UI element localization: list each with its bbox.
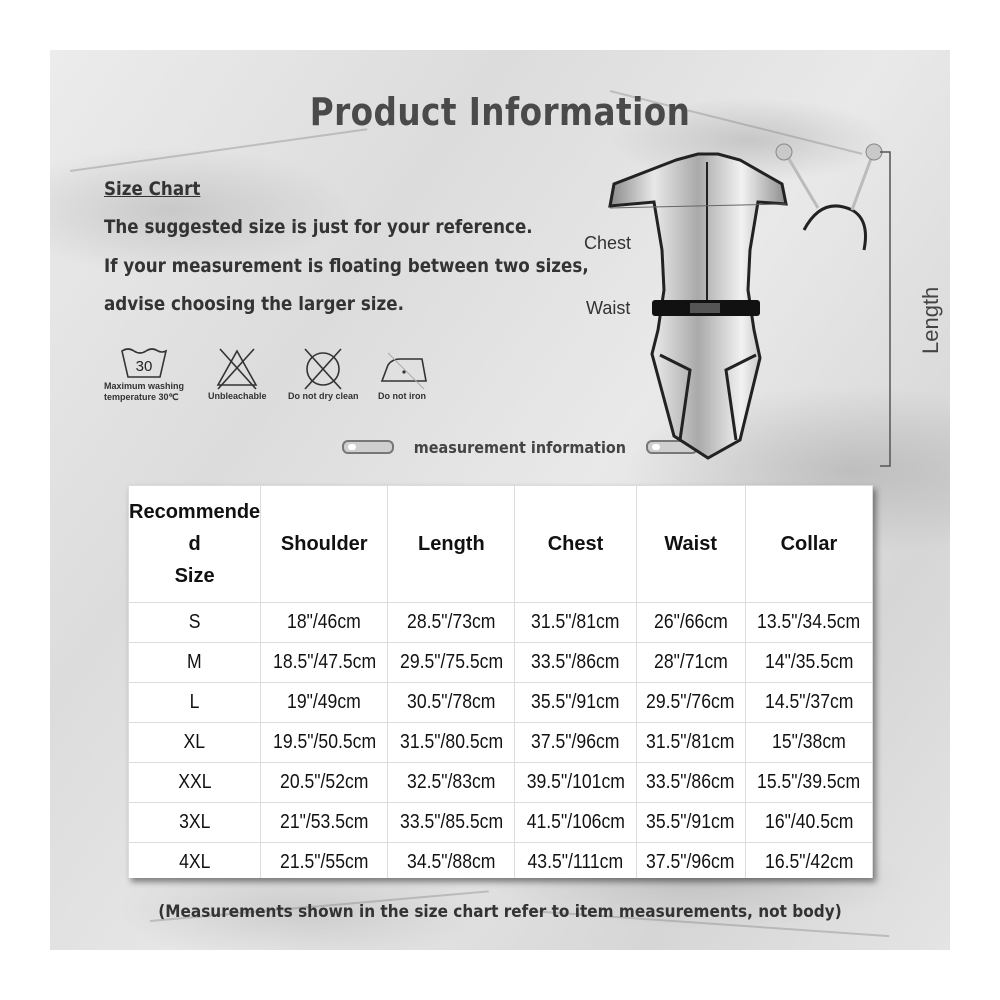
cell-size: [129, 763, 261, 803]
cell-shoulder: [261, 843, 388, 879]
cell-text: 14"/35.5cm: [764, 651, 854, 673]
no-iron-icon: [378, 345, 430, 391]
cell-collar: [745, 803, 872, 843]
cell-chest: [515, 803, 636, 843]
cell-text: 16"/40.5cm: [764, 811, 854, 833]
table-header-row: [129, 486, 873, 603]
table-row: [129, 843, 873, 879]
no-bleach-icon: [212, 345, 262, 391]
cell-text: 31.5"/81cm: [646, 731, 735, 753]
cell-text: 35.5"/91cm: [646, 811, 735, 833]
table-row: [129, 763, 873, 803]
table-row: [129, 683, 873, 723]
length-bracket: [878, 150, 894, 470]
cell-length: [388, 643, 515, 683]
cell-text: 26"/66cm: [653, 611, 728, 633]
measurement-footnote: (Measurements shown in the size chart refer to item measurements, not body): [158, 902, 842, 922]
cell-chest: [515, 603, 636, 643]
cell-waist: [636, 803, 745, 843]
cell-text: 19"/49cm: [287, 691, 362, 713]
cell-text: 37.5"/96cm: [646, 851, 735, 873]
cell-shoulder: [261, 683, 388, 723]
cell-text: 18"/46cm: [287, 611, 362, 633]
header-line: Recommende: [129, 501, 261, 523]
length-label: Length: [918, 286, 943, 354]
cell-collar: [745, 683, 872, 723]
cell-text: 21.5"/55cm: [279, 851, 369, 873]
cell-text: 43.5"/111cm: [527, 851, 624, 873]
cell-text: L: [189, 691, 200, 713]
table-row: [129, 723, 873, 763]
cell-text: 16.5"/42cm: [764, 851, 854, 873]
cell-text: XXL: [177, 771, 212, 793]
cell-text: 3XL: [178, 811, 211, 833]
cell-text: 37.5"/96cm: [531, 731, 620, 753]
cell-length: [388, 763, 515, 803]
cell-waist: [636, 603, 745, 643]
cell-size: [129, 803, 261, 843]
cell-size: [129, 843, 261, 879]
size-note-line-1: The suggested size is just for your reference.: [104, 216, 533, 238]
cell-text: 29.5"/75.5cm: [399, 651, 503, 673]
measurement-info-label: measurement information: [413, 437, 627, 457]
table-row: [129, 603, 873, 643]
size-table-container: [128, 485, 873, 878]
no-dry-clean-icon: [301, 345, 345, 391]
cell-chest: [515, 723, 636, 763]
cell-waist: [636, 723, 745, 763]
cell-chest: [515, 763, 636, 803]
page-title: Product Information: [309, 90, 691, 134]
cell-text: 15"/38cm: [772, 731, 846, 753]
cell-chest: [515, 643, 636, 683]
cell-text: 33.5"/86cm: [531, 651, 620, 673]
cell-shoulder: [261, 803, 388, 843]
cell-text: 34.5"/88cm: [407, 851, 496, 873]
wash-label-1: Maximum washing: [104, 381, 185, 391]
cell-text: S: [188, 611, 201, 633]
cell-text: 14.5"/37cm: [764, 691, 854, 713]
cell-size: [129, 603, 261, 643]
no-iron-label: Do not iron: [378, 391, 426, 401]
wash-tub-icon: [118, 345, 170, 381]
pill-icon: [342, 440, 394, 454]
product-info-panel: [50, 50, 950, 950]
waist-label: Waist: [586, 298, 631, 318]
cell-collar: [745, 643, 872, 683]
marble-vein: [70, 128, 367, 172]
cell-text: 39.5"/101cm: [526, 771, 625, 793]
cell-text: 4XL: [178, 851, 211, 873]
cell-size: [129, 683, 261, 723]
chest-label: Chest: [584, 233, 632, 253]
cell-text: 21"/53.5cm: [279, 811, 369, 833]
cell-shoulder: [261, 643, 388, 683]
wash-30-care: [104, 345, 184, 403]
cell-length: [388, 683, 515, 723]
cell-shoulder: [261, 763, 388, 803]
header-length: Length: [388, 486, 515, 603]
no-dry-clean-care: [288, 345, 359, 402]
cell-size: [129, 643, 261, 683]
cell-chest: [515, 843, 636, 879]
header-shoulder: Shoulder: [261, 486, 388, 603]
table-row: [129, 643, 873, 683]
cell-text: 20.5"/52cm: [279, 771, 369, 793]
cell-text: 19.5"/50.5cm: [272, 731, 376, 753]
cell-length: [388, 803, 515, 843]
cell-text: 31.5"/80.5cm: [399, 731, 503, 753]
table-row: [129, 803, 873, 843]
cell-text: 41.5"/106cm: [526, 811, 625, 833]
cell-length: [388, 603, 515, 643]
cell-text: 13.5"/34.5cm: [757, 611, 861, 633]
cell-text: 15.5"/39.5cm: [757, 771, 861, 793]
bodysuit-image: [590, 140, 890, 470]
cell-waist: [636, 643, 745, 683]
cell-text: 29.5"/76cm: [646, 691, 735, 713]
size-note-line-3: advise choosing the larger size.: [104, 293, 404, 315]
cell-text: 35.5"/91cm: [531, 691, 620, 713]
no-dry-clean-label: Do not dry clean: [288, 391, 359, 401]
cell-collar: [745, 763, 872, 803]
header-line: Size: [174, 565, 215, 587]
cell-text: 28"/71cm: [653, 651, 728, 673]
header-waist: Waist: [636, 486, 745, 603]
size-chart-heading: Size Chart: [104, 178, 201, 200]
cell-text: M: [187, 651, 202, 673]
cell-length: [388, 723, 515, 763]
unbleachable-label: Unbleachable: [208, 391, 267, 401]
cell-text: 28.5"/73cm: [407, 611, 496, 633]
size-note-line-2: If your measurement is floating between two sizes,: [104, 255, 589, 277]
header-line: d: [188, 533, 201, 555]
header-collar: Collar: [745, 486, 872, 603]
wash-number: 30: [135, 358, 153, 375]
size-table: [128, 485, 873, 878]
header-chest: Chest: [515, 486, 636, 603]
cell-text: 30.5"/78cm: [407, 691, 496, 713]
cell-text: 31.5"/81cm: [531, 611, 620, 633]
cell-chest: [515, 683, 636, 723]
no-iron-care: [378, 345, 430, 402]
cell-text: 32.5"/83cm: [407, 771, 496, 793]
cell-text: 18.5"/47.5cm: [272, 651, 376, 673]
cell-shoulder: [261, 603, 388, 643]
cell-size: [129, 723, 261, 763]
header-recommended-size: [129, 486, 261, 603]
cell-text: 33.5"/86cm: [646, 771, 735, 793]
cell-collar: [745, 603, 872, 643]
cell-length: [388, 843, 515, 879]
cell-shoulder: [261, 723, 388, 763]
cell-text: 33.5"/85.5cm: [399, 811, 503, 833]
cell-text: XL: [183, 731, 206, 753]
unbleachable-care: [208, 345, 267, 402]
cell-waist: [636, 763, 745, 803]
cell-collar: [745, 723, 872, 763]
cell-waist: [636, 843, 745, 879]
wash-label-2: temperature 30℃: [104, 392, 179, 402]
cell-waist: [636, 683, 745, 723]
cell-collar: [745, 843, 872, 879]
